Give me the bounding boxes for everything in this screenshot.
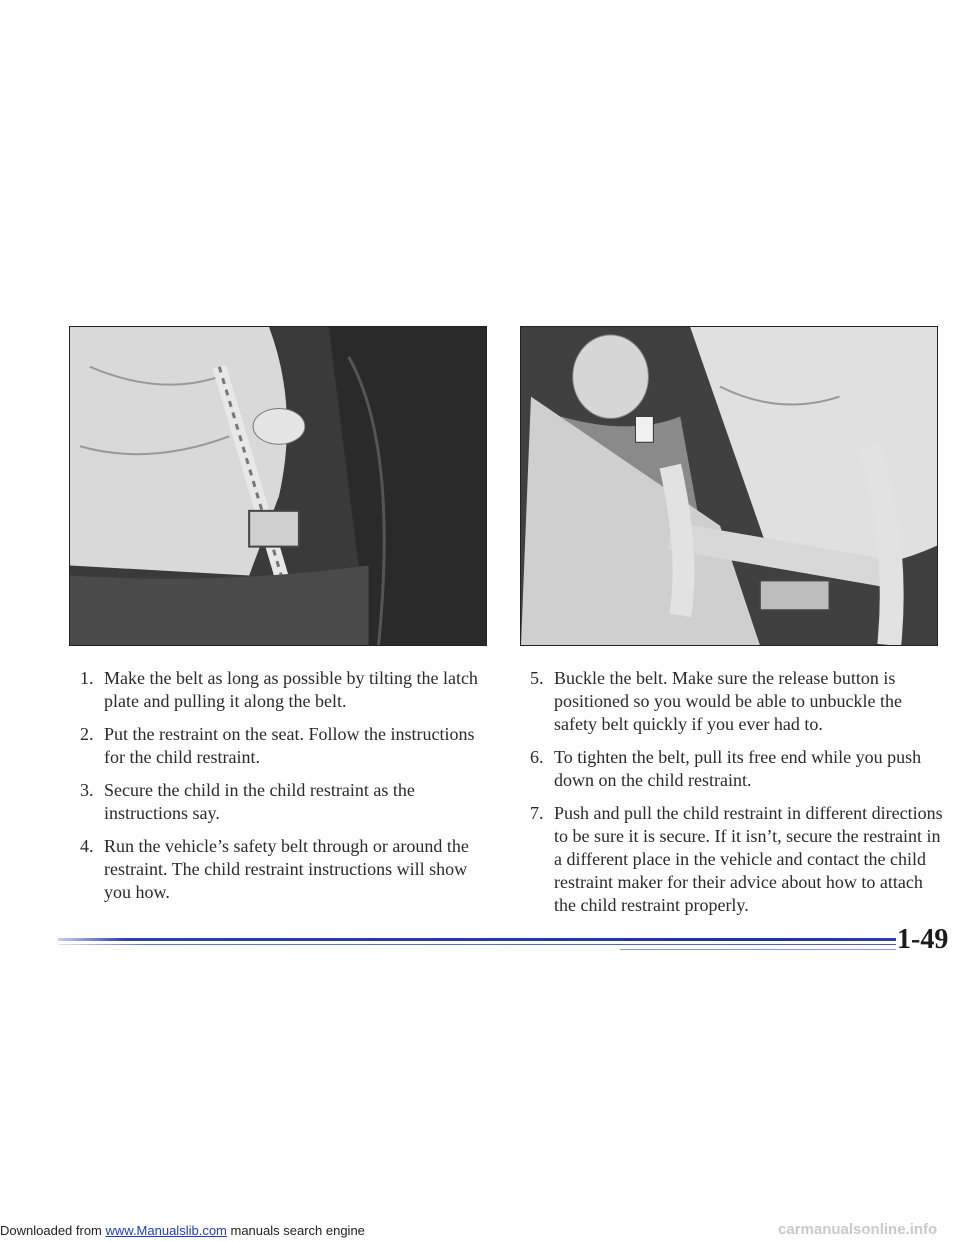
step-number: 7. xyxy=(530,803,544,823)
step-number: 4. xyxy=(80,836,94,856)
step-text: Make the belt as long as possible by tilting the latch plate and pulling it along the belt. xyxy=(104,668,478,711)
illustration-latch-plate xyxy=(69,326,487,646)
footer-suffix: manuals search engine xyxy=(226,1223,365,1238)
step-number: 1. xyxy=(80,668,94,688)
step-text: Put the restraint on the seat. Follow the instructions for the child restraint. xyxy=(104,724,475,767)
instruction-list-right xyxy=(530,667,945,927)
footer-rule-thin xyxy=(58,944,896,945)
instruction-list-left xyxy=(80,667,485,914)
footer-rule xyxy=(58,938,896,941)
manualslib-link[interactable]: www.Manualslib.com xyxy=(105,1223,227,1238)
step-text: Buckle the belt. Make sure the release button is positioned so you would be able to unbuckle the safety belt quickly if you ever had to. xyxy=(554,668,902,734)
step-number: 2. xyxy=(80,724,94,744)
step-2 xyxy=(80,723,485,769)
step-number: 6. xyxy=(530,747,544,767)
page-number: 1-49 xyxy=(897,924,949,955)
step-number: 3. xyxy=(80,780,94,800)
step-4 xyxy=(80,835,485,904)
step-7 xyxy=(530,802,945,917)
step-text: To tighten the belt, pull its free end while you push down on the child restraint. xyxy=(554,747,922,790)
footer-rule-thin-short xyxy=(620,949,896,950)
step-text: Run the vehicle’s safety belt through or around the restraint. The child restraint instructions will show you how. xyxy=(104,836,469,902)
watermark: carmanualsonline.info xyxy=(778,1221,938,1238)
step-text: Push and pull the child restraint in different directions to be sure it is secure. If it isn’t, secure the restraint in a different place in the vehicle and contact the child restraint maker for their advice about how to attach the child restraint properly. xyxy=(554,803,943,915)
step-number: 5. xyxy=(530,668,544,688)
step-text: Secure the child in the child restraint as the instructions say. xyxy=(104,780,415,823)
step-1 xyxy=(80,667,485,713)
step-5 xyxy=(530,667,945,736)
step-6 xyxy=(530,746,945,792)
download-footer xyxy=(0,1223,365,1238)
step-3 xyxy=(80,779,485,825)
illustration-buckle-belt xyxy=(520,326,938,646)
footer-prefix: Downloaded from xyxy=(0,1223,106,1238)
